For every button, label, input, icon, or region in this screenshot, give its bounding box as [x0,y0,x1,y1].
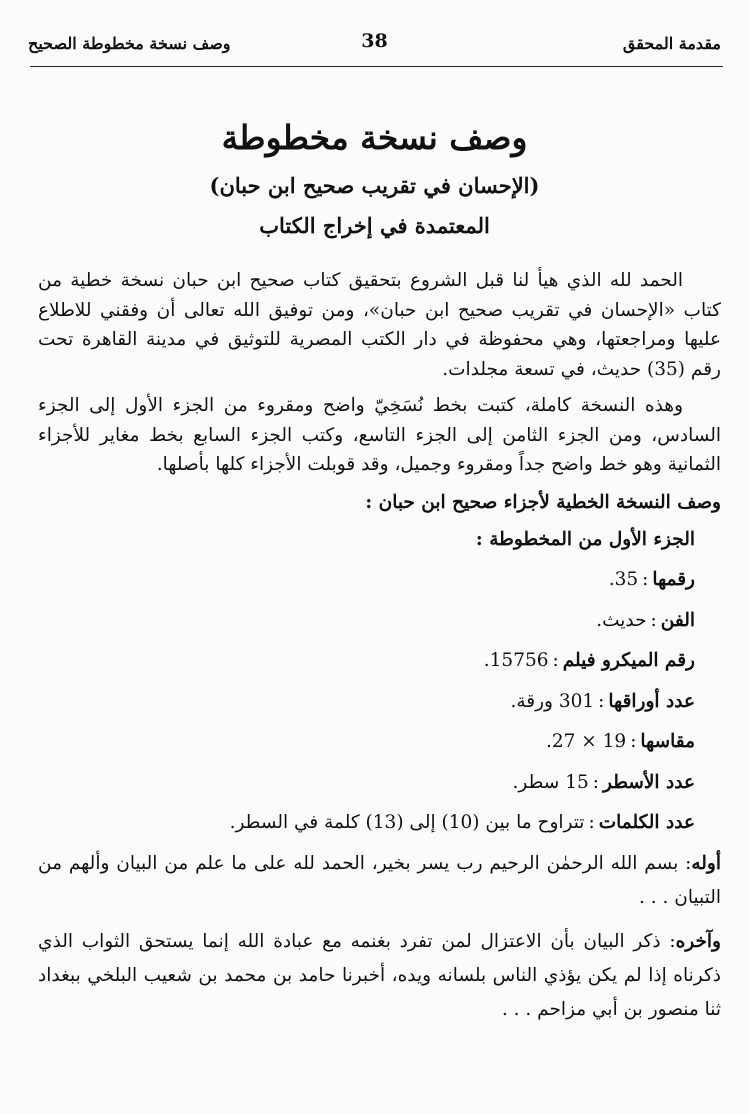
explicit: وآخره: ذكر البيان بأن الاعتزال لمن تفرد بغنمه مع عبادة الله إنما يستحق الثواب الذي ذكرناه إذا لم يكن يؤذي الناس بلسانه ويده، أخبرنا حامد بن محمد بن شعيب البلخي ببغداد ثنا منصور بن أبي مزاحم . . . [38,930,721,1020]
field-value: 35. [608,569,639,590]
running-header [28,30,721,66]
field-subject: الفن:حديث. [596,609,695,631]
paragraph-description: وهذه النسخة كاملة، كتبت بخط نُسَخِيّ واضح ومقروء من الجزء الأول إلى الجزء السادس، ومن الجزء الثامن إلى الجزء التاسع، وكتب الجزء السابع بخط مغاير للأجزاء الثمانية وهو خط واضح جداً ومقروء وجميل، وقد قوبلت الأجزاء كلها بأصلها. [38,395,721,475]
explicit-text: ذكر البيان بأن الاعتزال لمن تفرد بغنمه مع عبادة الله إنما يستحق الثواب الذي ذكرناه إذا لم يكن يؤذي الناس بلسانه ويده، أخبرنا حامد بن محمد بن شعيب البلخي ببغداد ثنا منصور بن أبي مزاحم . . . [38,930,721,1020]
field-lines: عدد الأسطر:15 سطر. [512,771,695,793]
part-heading [38,520,721,561]
title-block [30,112,719,244]
field-label: عدد الكلمات [598,812,695,833]
explicit-label: وآخره [675,930,721,952]
description-heading: وصف النسخة الخطية لأجزاء صحيح ابن حبان : [365,491,721,513]
header-chapter-title: وصف نسخة مخطوطة الصحيح [28,34,231,53]
part-heading-label: الجزء الأول من المخطوطة : [475,528,695,550]
incipit: أوله: بسم الله الرحمٰن الرحيم رب يسر بخير، الحمد لله على ما علم من البيان وألهم من التبيان . . . [38,852,721,908]
field-value: 19 × 27. [545,731,627,752]
field-value: 15756. [483,650,549,671]
header-section-title: مقدمة المحقق [622,34,721,53]
field-leaves: عدد أوراقها:301 ورقة. [510,690,695,712]
field-label: مقاسها [640,731,695,752]
page-subtitle: (الإحسان في تقريب صحيح ابن حبان) [209,173,540,198]
field-words: عدد الكلمات:تتراوح ما بين (10) إلى (13) كلمة في السطر. [229,812,695,833]
field-label: الفن [660,609,695,631]
header-divider [30,66,723,67]
paragraph-intro: الحمد لله الذي هيأ لنا قبل الشروع بتحقيق كتاب صحيح ابن حبان نسخة خطية من كتاب «الإحسان في تقريب صحيح ابن حبان»، ومن توفيق الله تعالى أن وفقني للاطلاع عليها ومراجعتها، وهي محفوظة في دار الكتب المصرية للتوثيق في مدينة القاهرة تحت رقم (35) حديث، في تسعة مجلدات. [38,270,721,380]
page-title: وصف نسخة مخطوطة [221,118,528,157]
body-text [38,266,721,1027]
incipit-label: أوله [691,852,721,874]
field-label: رقمها [652,569,695,590]
incipit-text: بسم الله الرحمٰن الرحيم رب يسر بخير، الحمد لله على ما علم من البيان وألهم من التبيان . . . [38,852,721,908]
field-microfilm: رقم الميكرو فيلم:15756. [483,650,695,671]
field-value: حديث. [596,609,647,631]
page-subtitle-secondary: المعتمدة في إخراج الكتاب [259,213,490,238]
field-dimensions: مقاسها:19 × 27. [545,731,695,752]
field-label: رقم الميكرو فيلم [562,650,695,671]
field-value: تتراوح ما بين (10) إلى (13) كلمة في السطر. [229,812,585,833]
field-value: 301 ورقة. [510,690,595,712]
field-label: عدد أوراقها [608,690,695,712]
field-label: عدد الأسطر [602,771,695,793]
field-number: رقمها:35. [608,569,695,590]
field-value: 15 سطر. [512,771,589,793]
page-number: 38 [361,30,388,52]
